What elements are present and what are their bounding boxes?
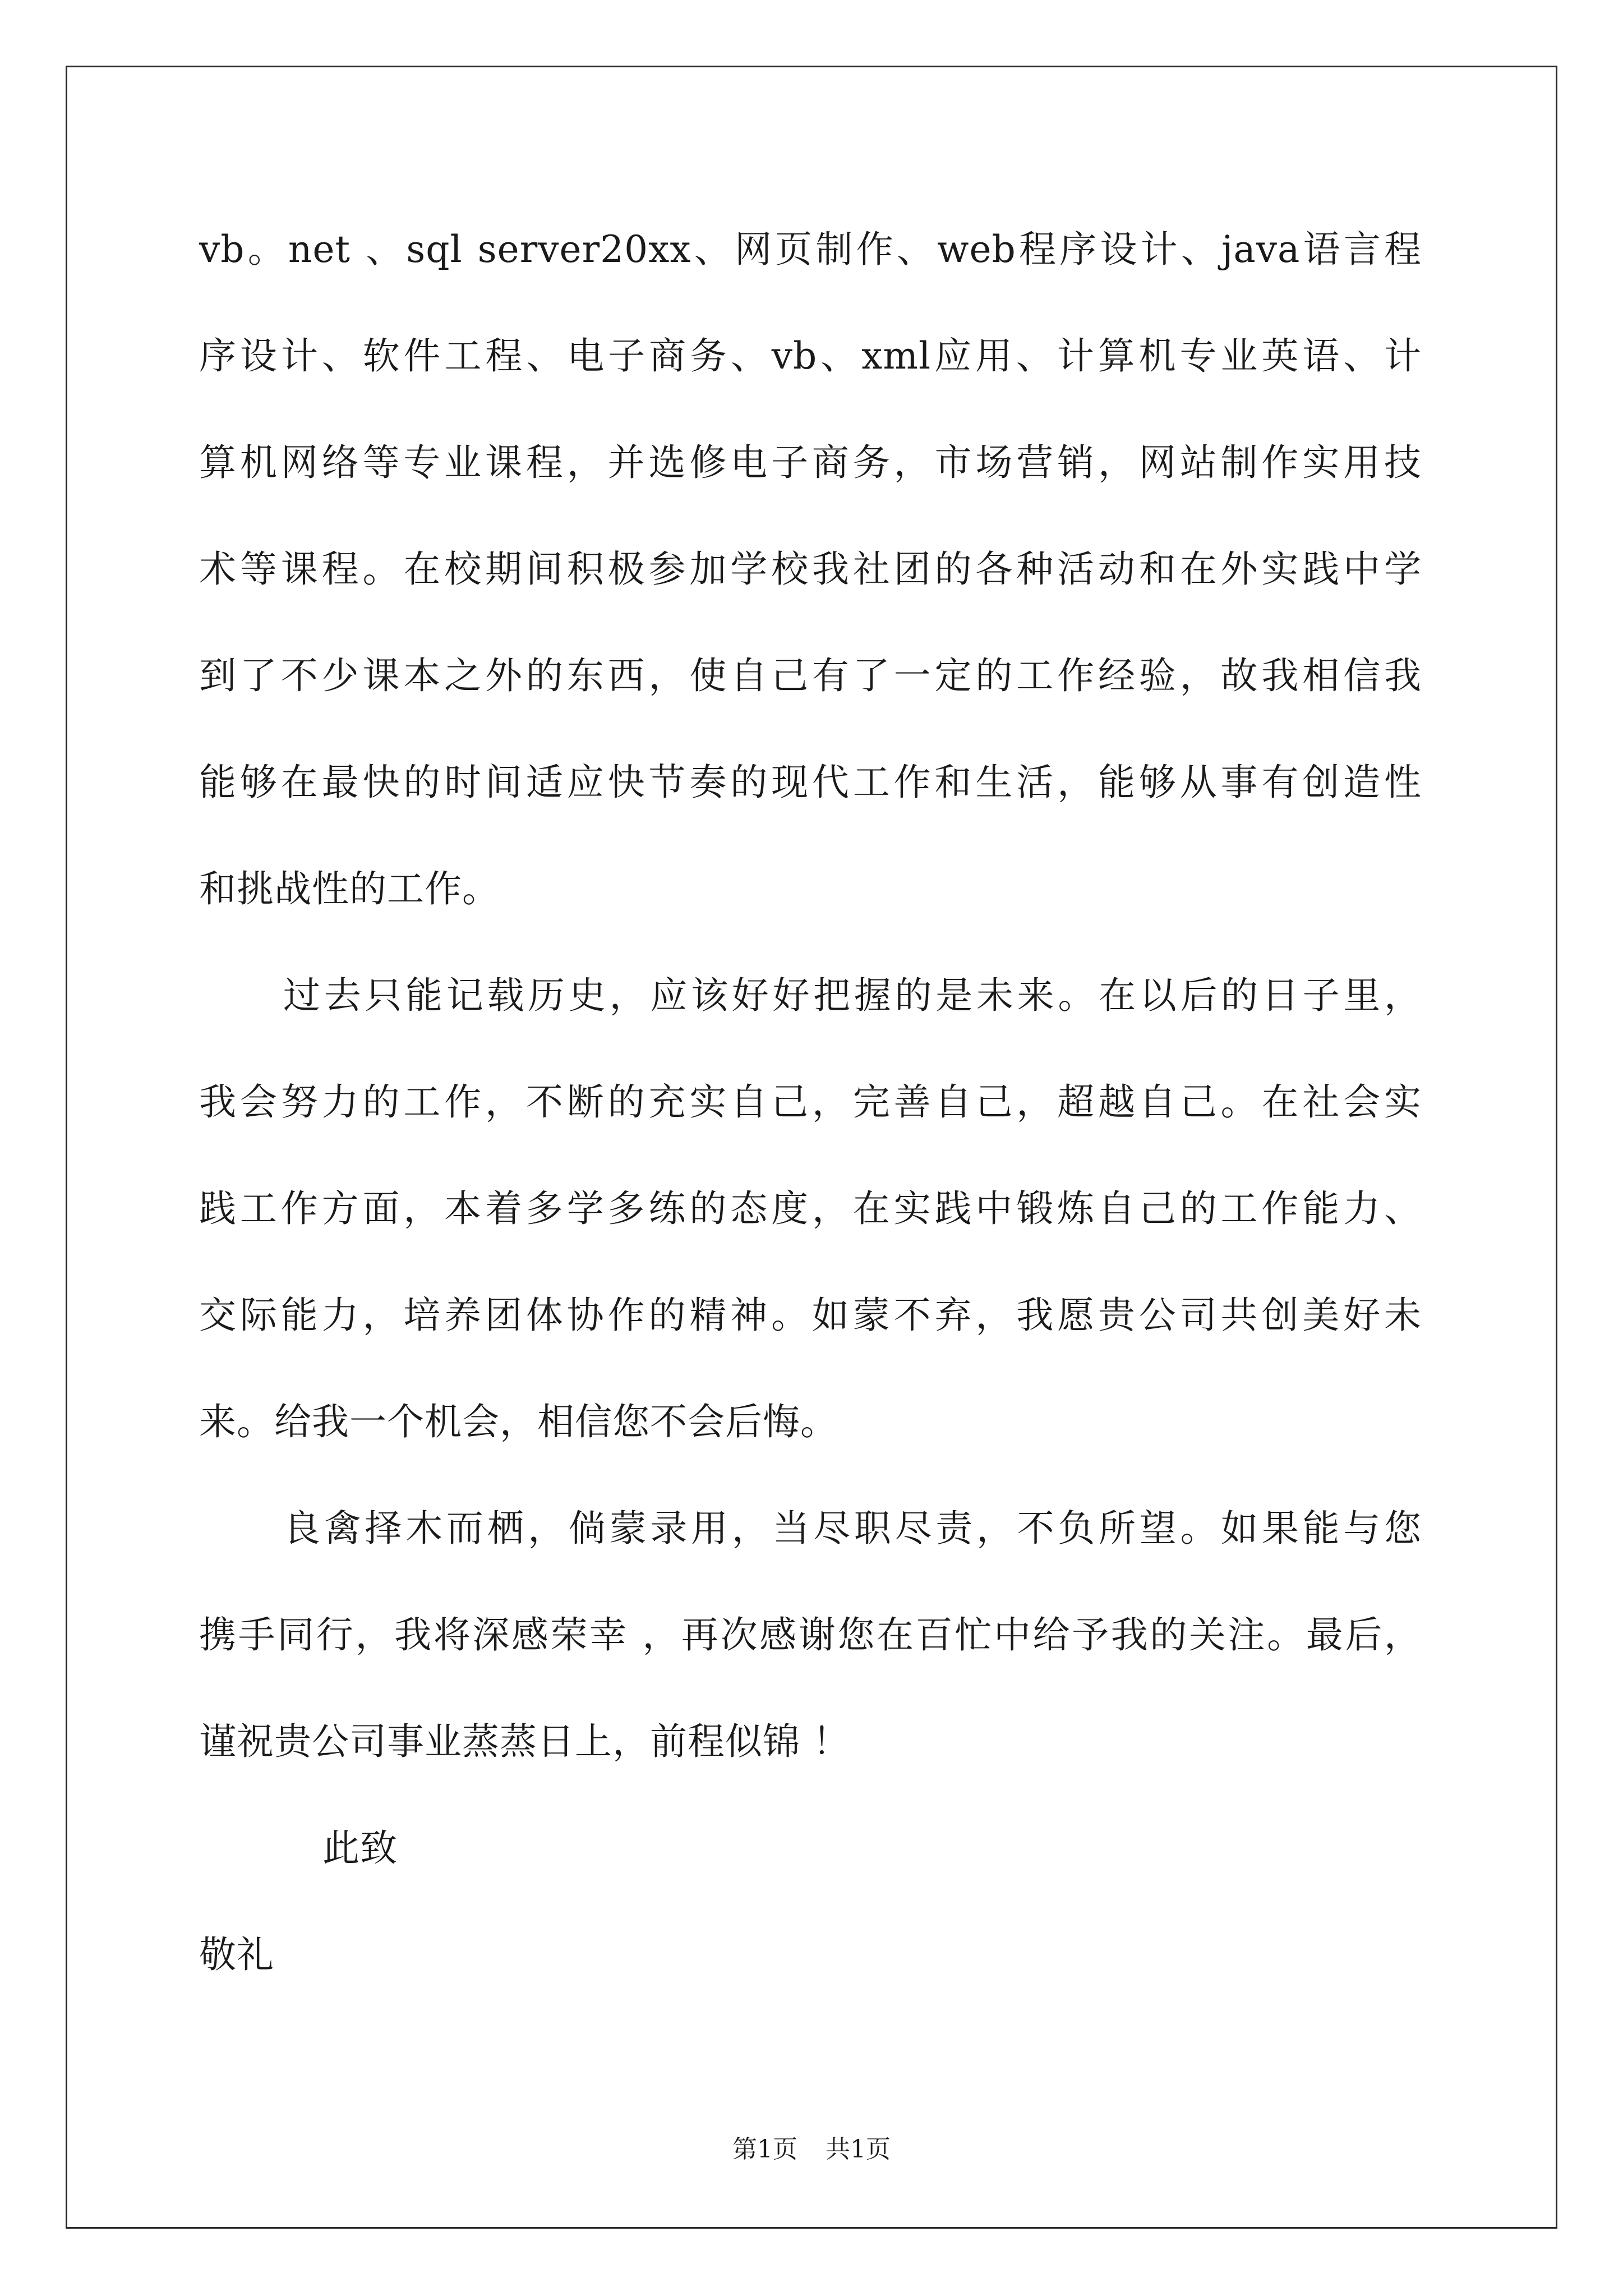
paragraph-1-line-7: 和挑战性的工作。	[199, 867, 500, 910]
paragraph-2-line-3: 践工作方面，本着多学多练的态度，在实践中锻炼自己的工作能力、	[199, 1187, 1422, 1230]
paragraph-2-line-5: 来。给我一个机会，相信您不会后悔。	[199, 1400, 838, 1443]
paragraph-2-line-1: 过去只能记载历史，应该好好把握的是未来。在以后的日子里，	[283, 974, 1422, 1017]
letter-body	[199, 196, 1422, 2008]
closing-salutation: 此致	[322, 1826, 398, 1870]
paragraph-1-line-6: 能够在最快的时间适应快节奏的现代工作和生活，能够从事有创造性	[199, 761, 1422, 804]
paragraph-1-line-4: 术等课程。在校期间积极参加学校我社团的各种活动和在外实践中学	[199, 547, 1422, 591]
closing-regards: 敬礼	[199, 1933, 274, 1976]
paragraph-1-line-3: 算机网络等专业课程，并选修电子商务，市场营销，网站制作实用技	[199, 441, 1422, 484]
paragraph-1-line-5: 到了不少课本之外的东西，使自己有了一定的工作经验，故我相信我	[199, 654, 1422, 697]
page-number-total: 共1页	[826, 2135, 891, 2164]
paragraph-2-line-2: 我会努力的工作，不断的充实自己，完善自己，超越自己。在社会实	[199, 1080, 1422, 1124]
paragraph-3-line-3: 谨祝贵公司事业蒸蒸日上，前程似锦 ！	[199, 1720, 850, 1763]
paragraph-1-line-1: vb。net 、sql server20xx、网页制作、web程序设计、java语言程	[199, 228, 1422, 271]
paragraph-3-line-1: 良禽择木而栖，倘蒙录用，当尽职尽责，不负所望。如果能与您	[283, 1507, 1422, 1550]
page-footer	[0, 2129, 1623, 2165]
page-number-current: 第1页	[732, 2135, 797, 2164]
paragraph-1-line-2: 序设计、软件工程、电子商务、vb、xml应用、计算机专业英语、计	[199, 334, 1422, 378]
paragraph-2-line-4: 交际能力，培养团体协作的精神。如蒙不弃，我愿贵公司共创美好未	[199, 1294, 1422, 1337]
paragraph-3-line-2: 携手同行，我将深感荣幸 ，再次感谢您在百忙中给予我的关注。最后，	[199, 1613, 1422, 1657]
